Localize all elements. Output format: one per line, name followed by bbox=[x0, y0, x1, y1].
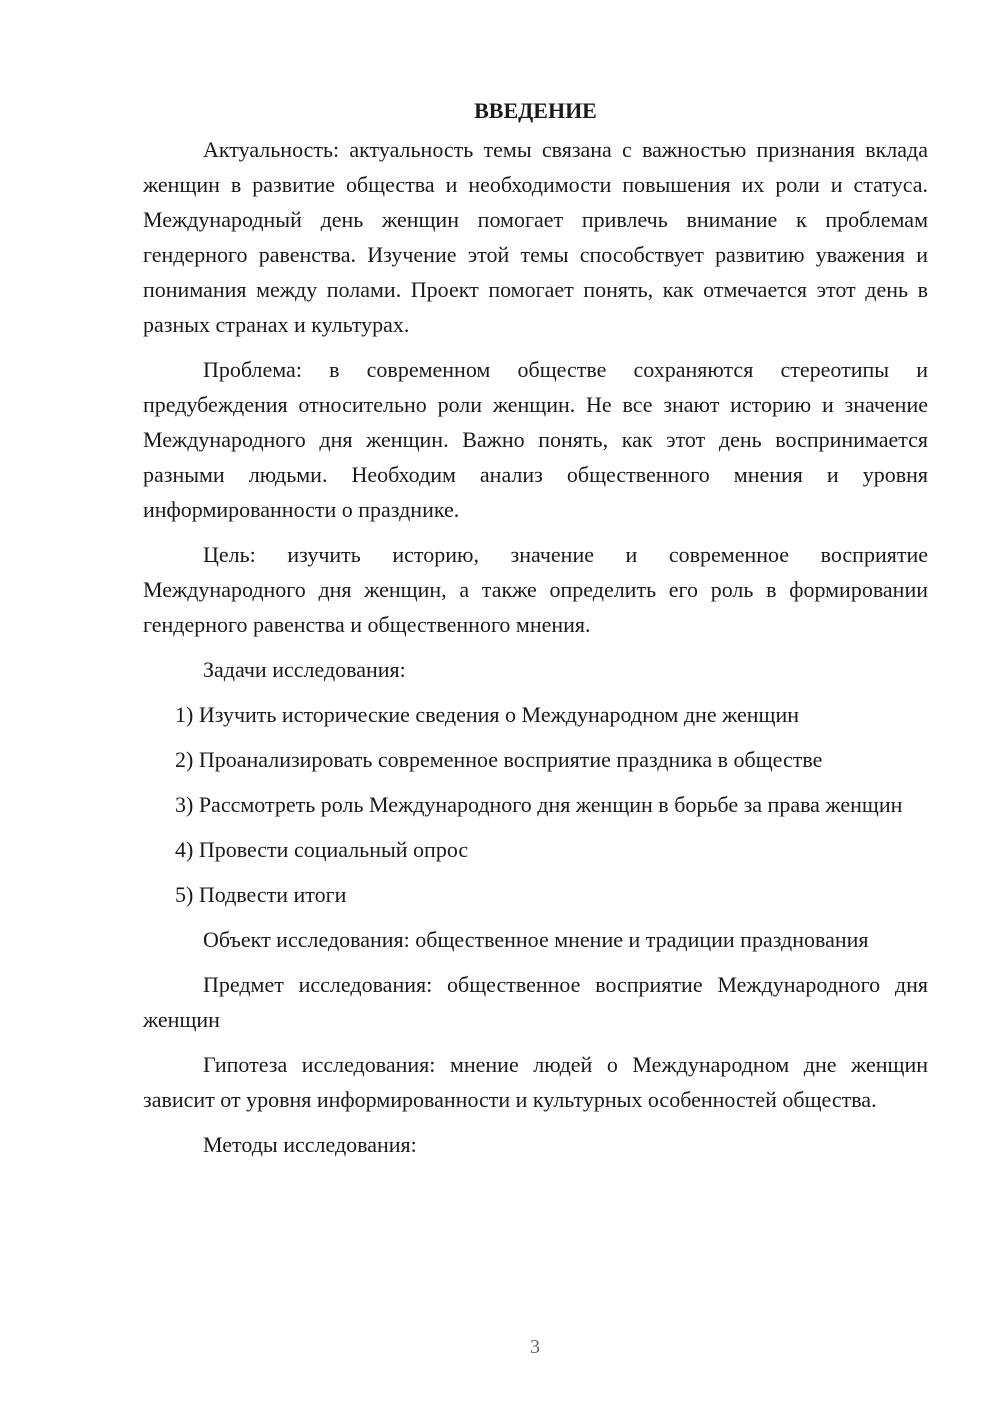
paragraph-subject: Предмет исследования: общественное восприятие Международного дня женщин bbox=[143, 972, 928, 1032]
page-title: ВВЕДЕНИЕ bbox=[474, 98, 597, 123]
paragraph-object: Объект исследования: общественное мнение и традиции празднования bbox=[203, 927, 869, 952]
paragraph-goal: Цель: изучить историю, значение и современное восприятие Международного дня женщин, а также определить его роль в формировании гендерного равенства и общественного мнения. bbox=[143, 542, 928, 637]
document-page bbox=[143, 96, 928, 1172]
list-item: 2) Проанализировать современное восприятие праздника в обществе bbox=[175, 747, 823, 772]
list-item: 5) Подвести итоги bbox=[175, 882, 347, 907]
list-item: 4) Провести социальный опрос bbox=[175, 837, 469, 862]
list-item: 1) Изучить исторические сведения о Международном дне женщин bbox=[175, 702, 800, 727]
paragraph-hypothesis: Гипотеза исследования: мнение людей о Международном дне женщин зависит от уровня информированности и культурных особенностей общества. bbox=[143, 1052, 928, 1112]
tasks-title: Задачи исследования: bbox=[203, 657, 406, 682]
paragraph-problem: Проблема: в современном обществе сохраняются стереотипы и предубеждения относительно роли женщин. Не все знают историю и значение Международного дня женщин. Важно понять, как этот день воспринимается разными людьми. Необходим анализ общественного мнения и уровня информированности о празднике. bbox=[143, 357, 928, 522]
methods-title: Методы исследования: bbox=[203, 1132, 417, 1157]
page-number: 3 bbox=[530, 1336, 540, 1358]
list-item: 3) Рассмотреть роль Международного дня женщин в борьбе за права женщин bbox=[175, 792, 903, 817]
paragraph-relevance: Актуальность: актуальность темы связана с важностью признания вклада женщин в развитие общества и необходимости повышения их роли и статуса. Международный день женщин помогает привлечь внимание к проблемам гендерного равенства. Изучение этой темы способствует развитию уважения и понимания между полами. Проект помогает понять, как отмечается этот день в разных странах и культурах. bbox=[143, 137, 928, 337]
